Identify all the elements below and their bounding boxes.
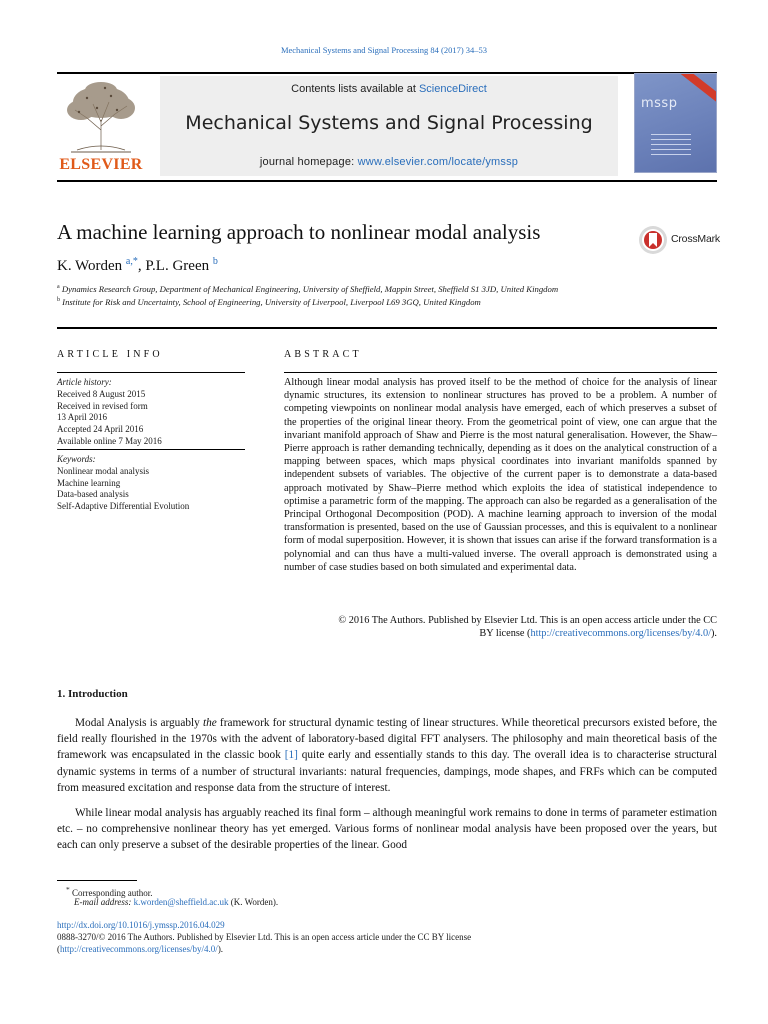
publisher-name: ELSEVIER <box>59 156 143 173</box>
header-rule-bottom <box>57 180 717 182</box>
intro-paragraph-2: While linear modal analysis has arguably reached its final form – although meaningful work remains to done in terms of parameter estimation etc. – no comprehensive nonlinear theory has yet emerged. Various forms of nonlinear modal analysis have been proposed over the years, but each can only preserve a subset of the desirable properties of the linear. Good <box>57 807 717 852</box>
crossmark-icon <box>638 225 668 255</box>
affiliation-b: $^b$ Institute for Risk and Uncertainty, School of Engineering, University of Liverpool, Liverpool L69 3GQ, United Kingdom <box>57 297 481 308</box>
issn-line: 0888-3270/© 2016 The Authors. Published by Elsevier Ltd. This is an open access article under the CC BY license <box>57 932 472 942</box>
journal-title: Mechanical Systems and Signal Processing <box>185 112 593 134</box>
author-worden[interactable]: K. Worden <box>57 258 123 274</box>
publisher-logo[interactable] <box>57 80 145 176</box>
license-text: © 2016 The Authors. Published by Elsevier Ltd. This is an open access article under the CC <box>338 615 717 626</box>
contents-prefix: Contents lists available at <box>291 83 419 95</box>
abstract-text: Although linear modal analysis has proved itself to be the method of choice for the analysis of linear dynamic structures, its extension to nonlinear structures has proved to be a problem. A number of competing viewpoints on nonlinear modal analysis have emerged, each of which preserves a subset of the properties of the original linear theory. From the geometrical point of view, one can argue that the invariant manifold approach of Shaw and Pierre is the most natural generalisation. However, the Shaw–Pierre approach is rather demanding technically, depending as it does on the analytical construction of a mapping between spaces, which maps physical coordinates into invariant manifolds spanned by independent subsets of variables. The objective of the current paper is to demonstrate a data-based approach motivated by Shaw–Pierre method which exploits the idea of statistical independence to optimise a parametric form of the mapping. The approach can also be regarded as a generalisation of the Principal Orthogonal Decomposition (POD). A machine learning approach to inversion of the modal transformation is presented, based on the use of Gaussian processes, and this is equivalent to a nonlinear form of modal superposition. However, it is shown that issues can arise if the forward transformation is a polynomial and can thus have a multi-valued inverse. The overall approach is demonstrated using a number of case studies based on both simulated and experimental data. <box>284 377 717 573</box>
homepage-prefix: journal homepage: <box>259 156 358 168</box>
keywords-label: Keywords: <box>57 454 96 464</box>
history-item: 13 April 2016 <box>57 412 108 423</box>
footer-license-link[interactable]: http://creativecommons.org/licenses/by/4.0/ <box>60 944 218 954</box>
keywords-rule <box>57 449 245 450</box>
reference-link[interactable]: [1] <box>284 749 298 762</box>
sciencedirect-link[interactable]: ScienceDirect <box>418 83 487 95</box>
keywords <box>57 454 245 513</box>
article-history <box>57 377 245 448</box>
homepage-line <box>160 156 618 168</box>
footnote-rule <box>57 880 137 881</box>
crossmark-button[interactable] <box>638 225 720 255</box>
journal-cover-image[interactable] <box>634 73 717 173</box>
history-label: Article history: <box>57 377 112 387</box>
affiliation-a: $^a$ Dynamics Research Group, Department of Mechanical Engineering, University of Sheffield, Mappin Street, Sheffield S1 3JD, United Kingdom <box>57 283 559 294</box>
keyword-item: Machine learning <box>57 477 121 488</box>
journal-citation[interactable]: Mechanical Systems and Signal Processing 84 (2017) 34–53 <box>280 45 488 55</box>
author-green[interactable]: P.L. Green <box>145 258 210 274</box>
abstract-license <box>284 614 717 640</box>
article-info-heading: ARTICLE INFO <box>57 349 163 360</box>
doi-link[interactable]: http://dx.doi.org/10.1016/j.ymssp.2016.04.029 <box>57 920 225 930</box>
cover-title: mssp <box>641 96 678 111</box>
affiliations <box>57 282 617 309</box>
section-divider <box>57 327 717 329</box>
abstract-rule <box>284 372 717 373</box>
author-worden-marks[interactable]: a,* <box>125 256 138 267</box>
paper-title: A machine learning approach to nonlinear modal analysis <box>57 220 541 244</box>
cover-lines <box>651 134 691 159</box>
author-list <box>57 256 218 275</box>
license-link[interactable]: http://creativecommons.org/licenses/by/4.0/ <box>530 628 711 640</box>
email-line: E-mail address: k.worden@sheffield.ac.uk (K. Worden). <box>74 897 279 907</box>
crossmark-label: CrossMark <box>671 233 720 245</box>
cover-ribbon <box>674 73 717 106</box>
author-separator: , <box>137 258 146 274</box>
elsevier-tree-icon <box>57 80 145 156</box>
contents-line <box>160 83 618 95</box>
email-link[interactable]: k.worden@sheffield.ac.uk <box>133 897 229 907</box>
author-green-marks[interactable]: b <box>212 256 218 267</box>
footer-license-line: (http://creativecommons.org/licenses/by/4.0/). <box>57 944 224 954</box>
history-item: Received 8 August 2015 <box>57 388 146 399</box>
history-item: Received in revised form <box>57 400 148 411</box>
article-info-rule <box>57 372 245 373</box>
introduction-heading: 1. Introduction <box>57 688 128 700</box>
abstract-heading: ABSTRACT <box>284 349 362 360</box>
header-rule <box>57 72 717 74</box>
intro-paragraph-1: Modal Analysis is arguably the framework for structural dynamic testing of linear structures. While theoretical precursors existed before, the field really flourished in the 1970s with the advent of laboratory-based digital FFT analysers. The philosophy and main theoretical basis of the framework was encapsulated in the classic book [1] quite early and essentially stands to this day. The overall idea is to characterise structural dynamic systems in terms of a number of structural invariants: natural frequencies, dampings, mode shapes, and FRFs which can be computed from measured excitation and response data from the structure of interest. <box>57 717 718 794</box>
license-text-2: BY license (http://creativecommons.org/licenses/by/4.0/). <box>479 628 717 640</box>
homepage-link[interactable]: www.elsevier.com/locate/ymssp <box>357 156 519 168</box>
journal-banner <box>160 76 618 176</box>
keyword-item: Self-Adaptive Differential Evolution <box>57 501 190 512</box>
history-item: Available online 7 May 2016 <box>57 435 162 446</box>
corresponding-author: * Corresponding author. <box>66 885 153 898</box>
keyword-item: Nonlinear modal analysis <box>57 465 149 476</box>
keyword-item: Data-based analysis <box>57 489 129 500</box>
history-item: Accepted 24 April 2016 <box>57 424 144 435</box>
